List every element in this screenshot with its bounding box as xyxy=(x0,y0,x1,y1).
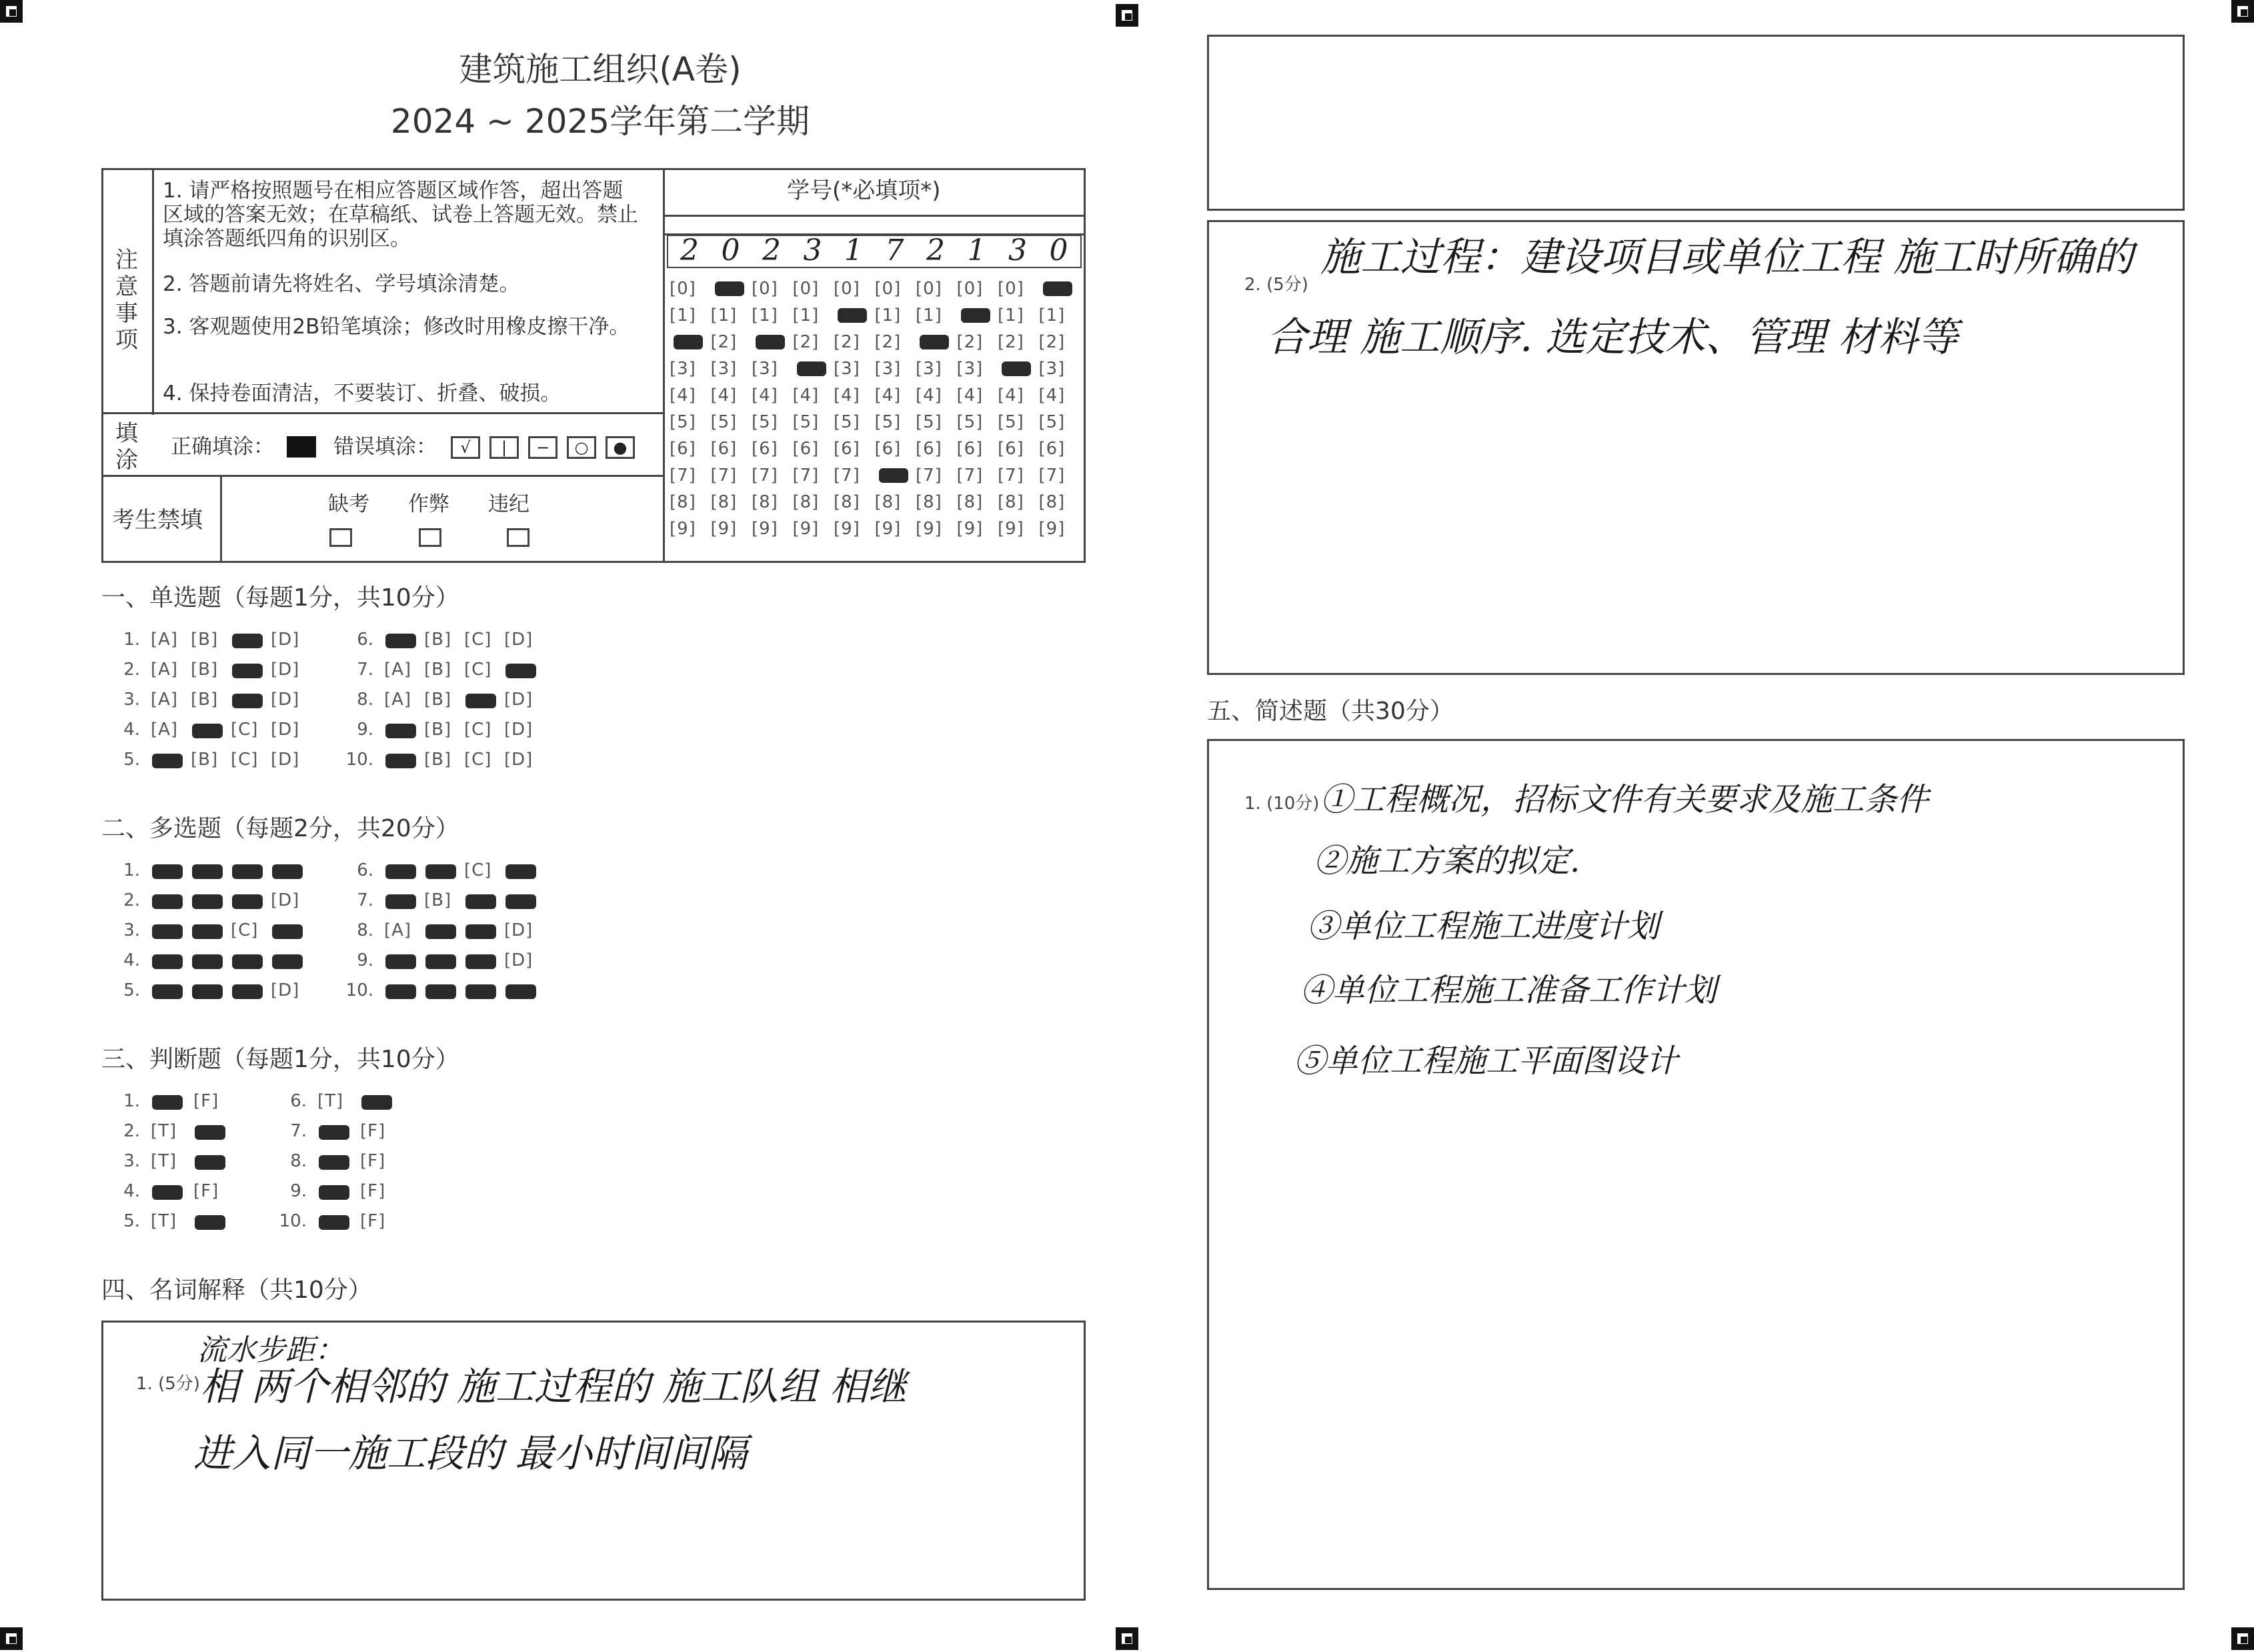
question-number: 7. xyxy=(357,890,373,910)
question-number: 1. xyxy=(123,1091,140,1111)
essay-line-5: ⑤单位工程施工平面图设计 xyxy=(1294,1042,1678,1080)
student-id-bubble[interactable]: [7] xyxy=(916,466,942,486)
question-number: 4. xyxy=(123,950,140,970)
student-id-bubble[interactable]: [6] xyxy=(792,439,820,459)
essay-line-3: ③单位工程施工进度计划 xyxy=(1307,908,1660,945)
student-id-bubble[interactable]: [4] xyxy=(874,385,902,405)
question-number: 3. xyxy=(123,690,140,710)
student-id-bubble[interactable]: [2] xyxy=(956,332,984,352)
wrong-sample-dash: − xyxy=(528,436,557,459)
choice-bubble-filled[interactable] xyxy=(152,954,183,969)
fill-correct-label: 正确填涂： xyxy=(171,435,274,459)
question-number: 4. xyxy=(123,720,140,740)
choice-bubble[interactable]: [D] xyxy=(271,630,300,650)
student-id-digit: 1 xyxy=(844,233,863,267)
section-multi-title: 二、多选题（每题2分，共20分） xyxy=(101,815,459,842)
choice-bubble-filled[interactable] xyxy=(192,894,223,909)
judge-bubble[interactable]: [F] xyxy=(360,1121,386,1141)
judge-bubble-filled[interactable] xyxy=(152,1185,183,1200)
question-number: 6. xyxy=(357,860,373,880)
essay-q1-label: 1. (10分) xyxy=(1244,794,1320,814)
question-number: 6. xyxy=(357,630,373,650)
judge-bubble-filled[interactable] xyxy=(195,1125,225,1140)
essay-line-1: ①工程概况，招标文件有关要求及施工条件 xyxy=(1320,781,1929,818)
choice-bubble[interactable]: [A] xyxy=(151,690,179,710)
choice-bubble[interactable]: [B] xyxy=(191,630,219,650)
question-number: 3. xyxy=(123,1151,140,1171)
terms-q1-answer-line2: 进入同一施工段的 最小时间间隔 xyxy=(193,1431,748,1476)
student-id-digit: 1 xyxy=(967,233,986,267)
choice-bubble[interactable]: [D] xyxy=(504,920,533,940)
choice-bubble-filled[interactable] xyxy=(272,954,303,969)
student-id-bubble[interactable]: [9] xyxy=(710,519,738,539)
notice-item-2: 2. 答题前请先将姓名、学号填涂清楚。 xyxy=(163,272,520,296)
student-id-bubble[interactable]: [8] xyxy=(710,492,738,512)
choice-bubble[interactable]: [B] xyxy=(191,750,219,770)
choice-bubble[interactable]: [B] xyxy=(424,660,452,680)
page-subtitle: 2024 ~ 2025学年第二学期 xyxy=(390,102,810,141)
choice-bubble-filled[interactable] xyxy=(192,954,223,969)
student-id-digit: 2 xyxy=(926,233,945,267)
student-id-bubble[interactable]: [4] xyxy=(956,385,984,405)
choice-bubble[interactable]: [D] xyxy=(271,750,300,770)
student-id-bubble[interactable]: [0] xyxy=(752,279,778,299)
choice-bubble-filled[interactable] xyxy=(385,724,416,738)
judge-bubble[interactable]: [F] xyxy=(360,1181,386,1201)
judge-bubble[interactable]: [F] xyxy=(360,1211,386,1231)
student-id-bubble[interactable]: [0] xyxy=(834,279,860,299)
student-id-digit: 7 xyxy=(885,233,904,267)
question-number: 9. xyxy=(357,950,373,970)
choice-bubble[interactable]: [D] xyxy=(271,980,300,1000)
page-title: 建筑施工组织(A卷) xyxy=(459,50,742,89)
corner-marker-bottom-right xyxy=(2231,1627,2254,1650)
student-id-bubble[interactable]: [1] xyxy=(1038,305,1066,325)
student-id-bubble[interactable]: [7] xyxy=(998,466,1024,486)
question-number: 5. xyxy=(123,980,140,1000)
student-id-bubble[interactable]: [0] xyxy=(874,279,902,299)
choice-bubble-filled[interactable] xyxy=(505,664,536,678)
student-id-bubble[interactable]: [3] xyxy=(1038,359,1066,379)
choice-bubble-filled[interactable] xyxy=(425,954,456,969)
choice-bubble-filled[interactable] xyxy=(425,864,456,879)
essay-line-2: ②施工方案的拟定. xyxy=(1314,842,1580,880)
student-id-bubble[interactable]: [7] xyxy=(752,466,778,486)
wrong-sample-bar: | xyxy=(489,436,519,459)
student-id-bubble[interactable]: [0] xyxy=(916,279,942,299)
choice-bubble-filled[interactable] xyxy=(152,754,183,768)
student-id-bubble[interactable]: [4] xyxy=(710,385,738,405)
choice-bubble-filled[interactable] xyxy=(465,694,496,708)
notice-item-1: 1. 请严格按照题号在相应答题区域作答，超出答题区域的答案无效；在草稿纸、试卷上答题无效。禁止填涂答题纸四角的识别区。 xyxy=(163,179,638,251)
student-id-digit: 0 xyxy=(721,233,740,267)
choice-bubble-filled[interactable] xyxy=(232,664,263,678)
student-id-bubble-filled[interactable] xyxy=(920,335,949,349)
choice-bubble[interactable]: [D] xyxy=(504,720,533,740)
judge-bubble-filled[interactable] xyxy=(319,1155,349,1170)
judge-bubble-filled[interactable] xyxy=(152,1095,183,1110)
judge-bubble[interactable]: [T] xyxy=(151,1211,177,1231)
student-id-bubble[interactable]: [6] xyxy=(834,439,860,459)
student-id-bubble[interactable]: [7] xyxy=(834,466,860,486)
student-id-label: 学号(*必填项*) xyxy=(787,177,941,204)
choice-bubble[interactable]: [B] xyxy=(424,630,452,650)
question-number: 7. xyxy=(290,1121,307,1141)
student-id-bubble[interactable]: [8] xyxy=(916,492,942,512)
student-id-bubble[interactable]: [4] xyxy=(916,385,942,405)
student-id-bubble[interactable]: [3] xyxy=(710,359,738,379)
choice-bubble-filled[interactable] xyxy=(232,634,263,648)
student-id-bubble[interactable]: [6] xyxy=(1038,439,1066,459)
student-id-bubble[interactable]: [4] xyxy=(792,385,820,405)
student-id-bubble[interactable]: [6] xyxy=(956,439,984,459)
corner-marker-bottom-center xyxy=(1116,1627,1138,1650)
judge-bubble-filled[interactable] xyxy=(195,1155,225,1170)
student-id-bubble[interactable]: [2] xyxy=(1038,332,1066,352)
choice-bubble-filled[interactable] xyxy=(385,894,416,909)
student-id-bubble[interactable]: [0] xyxy=(670,279,696,299)
choice-bubble-filled[interactable] xyxy=(465,924,496,939)
student-id-bubble[interactable]: [8] xyxy=(1038,492,1066,512)
question-number: 10. xyxy=(279,1211,307,1231)
student-id-bubble[interactable]: [1] xyxy=(792,305,820,325)
question-number: 6. xyxy=(290,1091,307,1111)
choice-bubble-filled[interactable] xyxy=(232,894,263,909)
choice-bubble[interactable]: [B] xyxy=(424,720,452,740)
student-id-bubble[interactable]: [3] xyxy=(874,359,902,379)
student-id-bubble[interactable]: [7] xyxy=(792,466,820,486)
corner-marker-top-center xyxy=(1116,4,1138,27)
student-id-digit: 3 xyxy=(1008,233,1027,267)
student-id-bubble[interactable]: [0] xyxy=(792,279,820,299)
judge-bubble-filled[interactable] xyxy=(319,1125,349,1140)
wrong-sample-check: √ xyxy=(451,436,480,459)
question-number: 5. xyxy=(123,1211,140,1231)
student-id-bubble[interactable]: [4] xyxy=(834,385,860,405)
choice-bubble[interactable]: [A] xyxy=(151,630,179,650)
choice-bubble[interactable]: [A] xyxy=(384,920,412,940)
student-id-digit: 3 xyxy=(803,233,822,267)
proctor-checkbox-cheat[interactable] xyxy=(419,528,441,547)
choice-bubble-filled[interactable] xyxy=(272,924,303,939)
choice-bubble[interactable]: [D] xyxy=(504,630,533,650)
choice-bubble-filled[interactable] xyxy=(505,894,536,909)
student-id-bubble[interactable]: [9] xyxy=(670,519,696,539)
fill-correct-sample xyxy=(287,436,316,458)
student-id-bubble[interactable]: [9] xyxy=(956,519,984,539)
wrong-sample-circle: ○ xyxy=(567,436,596,459)
judge-bubble[interactable]: [F] xyxy=(193,1091,219,1111)
question-number: 8. xyxy=(290,1151,307,1171)
student-id-bubble[interactable]: [3] xyxy=(956,359,984,379)
choice-bubble[interactable]: [D] xyxy=(504,690,533,710)
terms-q1-answer-head: 流水步距： xyxy=(197,1333,344,1367)
student-id-bubble[interactable]: [3] xyxy=(834,359,860,379)
choice-bubble[interactable]: [C] xyxy=(231,720,259,740)
question-number: 9. xyxy=(290,1181,307,1201)
choice-bubble[interactable]: [B] xyxy=(424,750,452,770)
student-id-bubble[interactable]: [9] xyxy=(792,519,820,539)
choice-bubble-filled[interactable] xyxy=(232,954,263,969)
student-id-bubble[interactable]: [4] xyxy=(998,385,1024,405)
student-id-bubble-filled[interactable] xyxy=(756,335,785,349)
section-terms-title: 四、名词解释（共10分） xyxy=(101,1277,372,1304)
judge-bubble[interactable]: [T] xyxy=(317,1091,344,1111)
student-id-bubble[interactable]: [5] xyxy=(670,412,696,432)
student-id-bubble[interactable]: [8] xyxy=(956,492,984,512)
judge-bubble-filled[interactable] xyxy=(195,1215,225,1230)
student-id-bubble[interactable]: [6] xyxy=(752,439,778,459)
choice-bubble-filled[interactable] xyxy=(385,984,416,999)
student-id-bubble[interactable]: [2] xyxy=(792,332,820,352)
choice-bubble[interactable]: [A] xyxy=(384,690,412,710)
student-id-bubble[interactable]: [5] xyxy=(792,412,820,432)
terms-q1-answer-line1: 相 两个相邻的 施工过程的 施工队组 相继 xyxy=(200,1364,907,1409)
student-id-bubble-filled[interactable] xyxy=(838,308,867,323)
student-id-bubble[interactable]: [2] xyxy=(710,332,738,352)
student-id-bubble[interactable]: [5] xyxy=(956,412,984,432)
question-number: 2. xyxy=(123,1121,140,1141)
student-id-bubble[interactable]: [6] xyxy=(670,439,696,459)
choice-bubble[interactable]: [C] xyxy=(464,660,492,680)
choice-bubble-filled[interactable] xyxy=(425,924,456,939)
choice-bubble[interactable]: [D] xyxy=(271,660,300,680)
judge-bubble[interactable]: [T] xyxy=(151,1121,177,1141)
question-number: 10. xyxy=(345,980,373,1000)
choice-bubble[interactable]: [C] xyxy=(231,750,259,770)
choice-bubble[interactable]: [B] xyxy=(424,690,452,710)
question-number: 2. xyxy=(123,660,140,680)
student-id-bubble[interactable]: [9] xyxy=(998,519,1024,539)
student-id-bubble[interactable]: [2] xyxy=(874,332,902,352)
choice-bubble-filled[interactable] xyxy=(465,984,496,999)
choice-bubble-filled[interactable] xyxy=(272,864,303,879)
section-single-title: 一、单选题（每题1分，共10分） xyxy=(101,584,459,612)
judge-bubble-filled[interactable] xyxy=(319,1215,349,1230)
choice-bubble[interactable]: [C] xyxy=(464,630,492,650)
student-id-bubble[interactable]: [1] xyxy=(874,305,902,325)
choice-bubble-filled[interactable] xyxy=(505,864,536,879)
choice-bubble-filled[interactable] xyxy=(465,894,496,909)
student-id-bubble[interactable]: [8] xyxy=(834,492,860,512)
section-judge-title: 三、判断题（每题1分，共10分） xyxy=(101,1046,459,1073)
student-id-bubble-filled[interactable] xyxy=(674,335,703,349)
student-id-digit: 0 xyxy=(1049,233,1068,267)
student-id-bubble[interactable]: [4] xyxy=(752,385,778,405)
choice-bubble-filled[interactable] xyxy=(385,634,416,648)
choice-bubble[interactable]: [C] xyxy=(231,920,259,940)
student-id-bubble-filled[interactable] xyxy=(1043,281,1072,296)
student-id-bubble[interactable]: [6] xyxy=(874,439,902,459)
student-id-bubble[interactable]: [9] xyxy=(834,519,860,539)
fill-guide-label: 填涂 xyxy=(115,420,138,474)
student-id-bubble[interactable]: [1] xyxy=(710,305,738,325)
student-id-bubble[interactable]: [6] xyxy=(998,439,1024,459)
judge-bubble-filled[interactable] xyxy=(319,1185,349,1200)
student-id-bubble[interactable]: [9] xyxy=(874,519,902,539)
choice-bubble-filled[interactable] xyxy=(232,864,263,879)
choice-bubble[interactable]: [D] xyxy=(271,890,300,910)
student-id-digit: 2 xyxy=(680,233,699,267)
question-number: 7. xyxy=(357,660,373,680)
student-id-bubble[interactable]: [5] xyxy=(874,412,902,432)
student-id-bubble[interactable]: [1] xyxy=(752,305,778,325)
choice-bubble-filled[interactable] xyxy=(505,984,536,999)
proctor-checkbox-absent[interactable] xyxy=(329,528,352,547)
student-id-bubble[interactable]: [7] xyxy=(710,466,738,486)
student-id-bubble[interactable]: [4] xyxy=(670,385,696,405)
notice-item-4: 4. 保持卷面清洁，不要装订、折叠、破损。 xyxy=(163,381,561,405)
student-id-bubble[interactable]: [3] xyxy=(670,359,696,379)
section-essay-title: 五、简述题（共30分） xyxy=(1207,698,1454,725)
student-id-bubble[interactable]: [5] xyxy=(710,412,738,432)
terms-q2-answer-line2: 合理 施工顺序. 选定技术、管理 材料等 xyxy=(1267,314,1959,361)
student-id-bubble[interactable]: [1] xyxy=(670,305,696,325)
student-id-bubble[interactable]: [3] xyxy=(916,359,942,379)
question-number: 2. xyxy=(123,890,140,910)
student-id-bubble[interactable]: [6] xyxy=(710,439,738,459)
choice-bubble[interactable]: [A] xyxy=(384,660,412,680)
wrong-sample-dot: ● xyxy=(606,436,635,459)
choice-bubble-filled[interactable] xyxy=(152,924,183,939)
student-id-bubble[interactable]: [2] xyxy=(834,332,860,352)
choice-bubble[interactable]: [D] xyxy=(504,950,533,970)
judge-bubble[interactable]: [F] xyxy=(193,1181,219,1201)
student-id-bubble[interactable]: [4] xyxy=(1038,385,1066,405)
choice-bubble[interactable]: [D] xyxy=(271,690,300,710)
question-number: 8. xyxy=(357,920,373,940)
corner-marker-top-right xyxy=(2231,0,2254,23)
choice-bubble[interactable]: [C] xyxy=(464,860,492,880)
student-id-bubble[interactable]: [5] xyxy=(998,412,1024,432)
choice-bubble[interactable]: [A] xyxy=(151,720,179,740)
judge-bubble[interactable]: [T] xyxy=(151,1151,177,1171)
student-id-bubble[interactable]: [0] xyxy=(956,279,984,299)
choice-bubble-filled[interactable] xyxy=(192,984,223,999)
fill-wrong-label: 错误填涂： xyxy=(333,435,437,459)
student-id-bubble[interactable]: [1] xyxy=(998,305,1024,325)
continued-answer-box xyxy=(1207,35,2185,211)
student-id-bubble[interactable]: [7] xyxy=(1038,466,1066,486)
choice-bubble[interactable]: [D] xyxy=(271,720,300,740)
proctor-checkbox-violation[interactable] xyxy=(507,528,529,547)
student-id-bubble[interactable]: [7] xyxy=(670,466,696,486)
corner-marker-bottom-left xyxy=(0,1627,23,1650)
choice-bubble-filled[interactable] xyxy=(152,864,183,879)
student-id-bubble-filled[interactable] xyxy=(797,361,826,376)
choice-bubble-filled[interactable] xyxy=(385,864,416,879)
choice-bubble[interactable]: [B] xyxy=(191,660,219,680)
student-id-bubble[interactable]: [5] xyxy=(916,412,942,432)
choice-bubble-filled[interactable] xyxy=(425,984,456,999)
choice-bubble[interactable]: [A] xyxy=(151,660,179,680)
choice-bubble-filled[interactable] xyxy=(465,954,496,969)
choice-bubble-filled[interactable] xyxy=(232,694,263,708)
student-id-bubble[interactable]: [5] xyxy=(752,412,778,432)
student-id-bubble[interactable]: [5] xyxy=(834,412,860,432)
choice-bubble-filled[interactable] xyxy=(385,754,416,768)
question-number: 10. xyxy=(345,750,373,770)
question-number: 1. xyxy=(123,630,140,650)
question-number: 4. xyxy=(123,1181,140,1201)
student-id-bubble[interactable]: [9] xyxy=(916,519,942,539)
notice-label: 注意事项 xyxy=(115,247,138,353)
choice-bubble[interactable]: [C] xyxy=(464,720,492,740)
choice-bubble[interactable]: [C] xyxy=(464,750,492,770)
choice-bubble-filled[interactable] xyxy=(192,864,223,879)
student-id-bubble[interactable]: [7] xyxy=(956,466,984,486)
student-id-bubble[interactable]: [8] xyxy=(998,492,1024,512)
proctor-option-absent: 缺考 xyxy=(328,492,369,516)
question-number: 1. xyxy=(123,860,140,880)
student-id-bubble[interactable]: [8] xyxy=(874,492,902,512)
student-id-bubble-filled[interactable] xyxy=(1002,361,1031,376)
student-id-bubble[interactable]: [8] xyxy=(792,492,820,512)
choice-bubble-filled[interactable] xyxy=(232,984,263,999)
student-id-bubble[interactable]: [2] xyxy=(998,332,1024,352)
terms-q1-label: 1. (5分) xyxy=(136,1374,200,1394)
choice-bubble[interactable]: [B] xyxy=(191,690,219,710)
choice-bubble-filled[interactable] xyxy=(152,984,183,999)
student-id-bubble[interactable]: [5] xyxy=(1038,412,1066,432)
student-id-bubble[interactable]: [0] xyxy=(998,279,1024,299)
notice-item-3: 3. 客观题使用2B铅笔填涂；修改时用橡皮擦干净。 xyxy=(163,315,630,339)
student-id-bubble-filled[interactable] xyxy=(879,468,908,483)
question-number: 3. xyxy=(123,920,140,940)
judge-bubble[interactable]: [F] xyxy=(360,1151,386,1171)
question-number: 5. xyxy=(123,750,140,770)
corner-marker-top-left xyxy=(0,0,23,23)
choice-bubble-filled[interactable] xyxy=(192,924,223,939)
choice-bubble-filled[interactable] xyxy=(385,954,416,969)
judge-bubble-filled[interactable] xyxy=(361,1095,392,1110)
choice-bubble-filled[interactable] xyxy=(152,894,183,909)
student-id-bubble[interactable]: [3] xyxy=(752,359,778,379)
terms-q2-box xyxy=(1207,220,2185,675)
question-number: 8. xyxy=(357,690,373,710)
student-id-bubble[interactable]: [9] xyxy=(1038,519,1066,539)
proctor-option-cheat: 作弊 xyxy=(408,492,449,516)
essay-line-4: ④单位工程施工准备工作计划 xyxy=(1300,972,1717,1009)
terms-q2-label: 2. (5分) xyxy=(1244,275,1308,295)
student-id-bubble-filled[interactable] xyxy=(715,281,744,296)
student-id-bubble[interactable]: [8] xyxy=(670,492,696,512)
student-id-bubble[interactable]: [9] xyxy=(752,519,778,539)
choice-bubble[interactable]: [B] xyxy=(424,890,452,910)
student-id-bubble[interactable]: [1] xyxy=(916,305,942,325)
proctor-option-violation: 违纪 xyxy=(488,492,529,516)
student-id-bubble-filled[interactable] xyxy=(961,308,990,323)
terms-q2-answer-line1: 施工过程：建设项目或单位工程 施工时所确的 xyxy=(1320,234,2134,281)
proctor-label: 考生禁填 xyxy=(112,507,203,534)
choice-bubble[interactable]: [D] xyxy=(504,750,533,770)
question-number: 9. xyxy=(357,720,373,740)
student-id-bubble[interactable]: [8] xyxy=(752,492,778,512)
student-id-bubble[interactable]: [6] xyxy=(916,439,942,459)
student-id-digit: 2 xyxy=(762,233,781,267)
choice-bubble-filled[interactable] xyxy=(192,724,223,738)
